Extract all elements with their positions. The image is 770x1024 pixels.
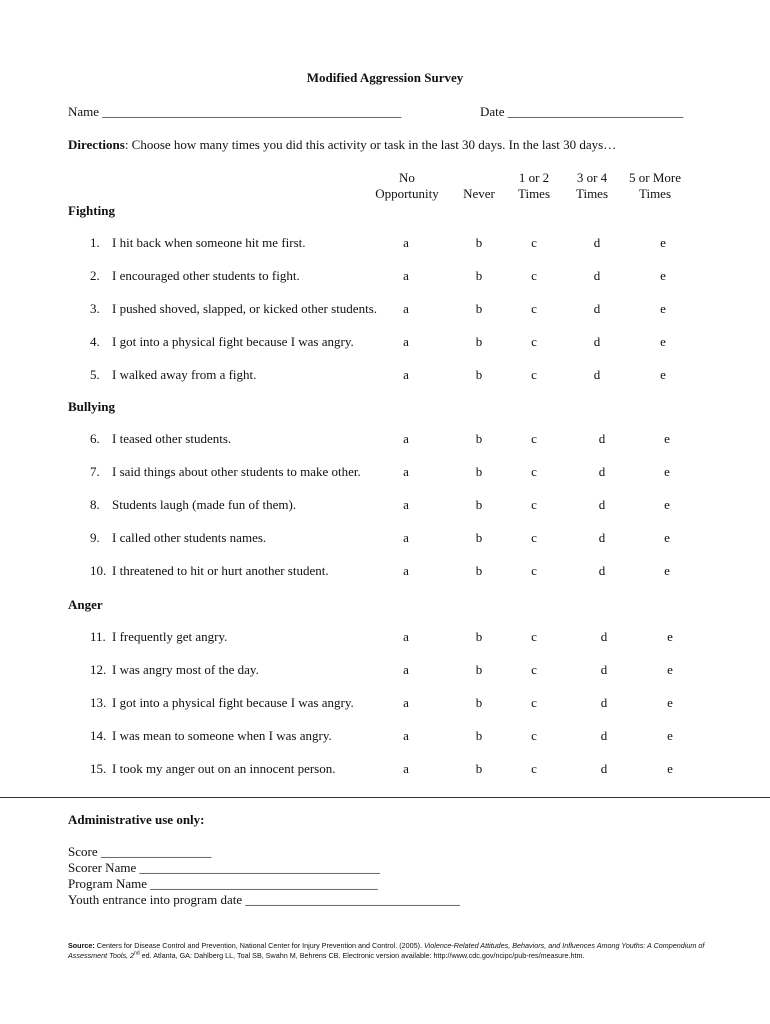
answer-option-c[interactable]: c [531, 563, 537, 578]
answer-option-e[interactable]: e [664, 431, 670, 446]
answer-option-e[interactable]: e [664, 464, 670, 479]
answer-option-b[interactable]: b [475, 662, 483, 677]
answer-option-b[interactable]: b [475, 563, 483, 578]
answer-option-b[interactable]: b [475, 464, 483, 479]
answer-option-c[interactable]: c [531, 367, 537, 382]
question-text: I teased other students. [112, 431, 232, 446]
question-row [90, 728, 332, 744]
question-text: I took my anger out on an innocent person. [112, 761, 336, 776]
answer-option-b[interactable]: b [475, 497, 483, 512]
question-row [90, 268, 300, 284]
directions-text: : Choose how many times you did this activity or task in the last 30 days. In the last 30 days… [124, 137, 617, 152]
admin-title: Administrative use only: [68, 812, 205, 827]
answer-option-b[interactable]: b [475, 235, 483, 250]
question-text: I hit back when someone hit me first. [112, 235, 306, 250]
source-text: Centers for Disease Control and Prevention, National Center for Injury Prevention and Control. (2005). [94, 941, 424, 950]
answer-option-d[interactable]: d [598, 563, 606, 578]
answer-option-e[interactable]: e [660, 268, 666, 283]
source-citation [68, 941, 708, 961]
answer-option-c[interactable]: c [531, 629, 537, 644]
answer-option-e[interactable]: e [667, 695, 673, 710]
column-header-5-or-more-times [622, 170, 688, 202]
answer-option-e[interactable]: e [664, 497, 670, 512]
answer-option-c[interactable]: c [531, 334, 537, 349]
answer-option-d[interactable]: d [600, 761, 608, 776]
answer-option-d[interactable]: d [598, 464, 606, 479]
column-header-line1: 5 or More [629, 170, 681, 185]
answer-option-d[interactable]: d [600, 728, 608, 743]
answer-option-b[interactable]: b [475, 268, 483, 283]
answer-option-b[interactable]: b [475, 728, 483, 743]
question-row [90, 563, 329, 579]
answer-option-b[interactable]: b [475, 695, 483, 710]
answer-option-d[interactable]: d [600, 629, 608, 644]
answer-option-c[interactable]: c [531, 728, 537, 743]
answer-option-c[interactable]: c [531, 431, 537, 446]
answer-option-a[interactable]: a [403, 268, 409, 283]
column-header-line1: No [399, 170, 415, 185]
answer-option-a[interactable]: a [403, 662, 409, 677]
question-number: 1. [90, 235, 100, 250]
question-number: 2. [90, 268, 100, 283]
question-number: 15. [90, 761, 107, 776]
question-text: Students laugh (made fun of them). [112, 497, 297, 512]
answer-option-b[interactable]: b [475, 431, 483, 446]
answer-option-a[interactable]: a [403, 334, 409, 349]
column-header-line1: 1 or 2 [518, 170, 550, 185]
question-row [90, 235, 306, 251]
question-number: 10. [90, 563, 107, 578]
question-row [90, 431, 231, 447]
column-header-3-or-4-times [568, 170, 616, 202]
section-title: Anger [68, 597, 103, 612]
answer-option-c[interactable]: c [531, 497, 537, 512]
answer-option-e[interactable]: e [664, 563, 670, 578]
column-header-line2: Times [517, 186, 551, 201]
answer-option-b[interactable]: b [475, 334, 483, 349]
question-text: I frequently get angry. [112, 629, 228, 644]
answer-option-a[interactable]: a [403, 563, 409, 578]
answer-option-a[interactable]: a [403, 695, 409, 710]
answer-option-a[interactable]: a [403, 235, 409, 250]
question-row [90, 530, 266, 546]
question-number: 4. [90, 334, 100, 349]
answer-option-c[interactable]: c [531, 301, 537, 316]
question-number: 3. [90, 301, 100, 316]
answer-option-a[interactable]: a [403, 301, 409, 316]
answer-option-e[interactable]: e [667, 662, 673, 677]
answer-option-d[interactable]: d [593, 334, 601, 349]
question-number: 8. [90, 497, 100, 512]
section-divider [0, 797, 770, 798]
answer-option-a[interactable]: a [403, 530, 409, 545]
question-number: 12. [90, 662, 107, 677]
question-text: I said things about other students to make other. [112, 464, 361, 479]
answer-option-d[interactable]: d [600, 695, 608, 710]
answer-option-c[interactable]: c [531, 268, 537, 283]
section-title: Bullying [68, 399, 115, 414]
question-row [90, 301, 377, 317]
question-text: I was angry most of the day. [112, 662, 259, 677]
answer-option-c[interactable]: c [531, 235, 537, 250]
answer-option-e[interactable]: e [667, 629, 673, 644]
answer-option-d[interactable]: d [598, 497, 606, 512]
scorer-name-field[interactable]: Scorer Name _____________________________________ [68, 860, 380, 875]
answer-option-d[interactable]: d [600, 662, 608, 677]
answer-option-e[interactable]: e [667, 761, 673, 776]
source-text-continued: ed. Atlanta, GA: Dahlberg LL, Toal SB, Swahn M, Behrens CB. Electronic version available: http://www.cdc.gov/ncipc/pub-res/measure.htm. [139, 951, 585, 960]
answer-option-e[interactable]: e [664, 530, 670, 545]
date-field[interactable]: Date ___________________________ [480, 104, 684, 119]
answer-option-c[interactable]: c [531, 662, 537, 677]
question-row [90, 367, 256, 383]
answer-option-d[interactable]: d [598, 530, 606, 545]
answer-option-a[interactable]: a [403, 629, 409, 644]
answer-option-e[interactable]: e [660, 301, 666, 316]
column-header-line2: Times [575, 186, 609, 201]
question-row [90, 497, 296, 513]
source-label: Source: [68, 941, 95, 950]
answer-option-a[interactable]: a [403, 367, 409, 382]
question-number: 11. [90, 629, 106, 644]
question-number: 9. [90, 530, 100, 545]
source-title: Violence-Related Attitudes, Behaviors, and Influences Among Youths: A Compendium of Assessment Tools, 2 [68, 941, 705, 960]
column-header-no-opportunity [375, 170, 439, 202]
score-field[interactable]: Score _________________ [68, 844, 212, 859]
question-row [90, 334, 354, 350]
youth-entrance-date-field[interactable]: Youth entrance into program date _________________________________ [68, 892, 460, 907]
answer-option-d[interactable]: d [593, 268, 601, 283]
answer-option-e[interactable]: e [667, 728, 673, 743]
question-number: 13. [90, 695, 107, 710]
question-text: I pushed shoved, slapped, or kicked other students. [112, 301, 378, 316]
page-title: Modified Aggression Survey [306, 70, 464, 85]
program-name-field[interactable]: Program Name ___________________________________ [68, 876, 378, 891]
column-header-line2: Times [638, 186, 672, 201]
answer-option-e[interactable]: e [660, 235, 666, 250]
column-header-never [457, 170, 501, 202]
answer-option-c[interactable]: c [531, 695, 537, 710]
directions [68, 137, 616, 153]
column-header-line2: Never [463, 186, 495, 201]
column-header-line2: Opportunity [375, 186, 439, 201]
question-row [90, 464, 361, 480]
source-edition-suffix: nd [134, 950, 140, 957]
column-header-line1: 3 or 4 [576, 170, 608, 185]
answer-option-a[interactable]: a [403, 728, 409, 743]
question-row [90, 662, 259, 678]
answer-option-b[interactable]: b [475, 629, 483, 644]
answer-option-b[interactable]: b [475, 301, 483, 316]
answer-option-d[interactable]: d [593, 301, 601, 316]
question-number: 5. [90, 367, 100, 382]
question-number: 7. [90, 464, 100, 479]
answer-option-b[interactable]: b [475, 761, 483, 776]
answer-option-c[interactable]: c [531, 464, 537, 479]
answer-option-b[interactable]: b [475, 530, 483, 545]
question-number: 14. [90, 728, 107, 743]
answer-option-d[interactable]: d [598, 431, 606, 446]
answer-option-a[interactable]: a [403, 431, 409, 446]
question-row [90, 695, 354, 711]
column-header-line1 [457, 170, 501, 186]
question-row [90, 629, 227, 645]
answer-option-c[interactable]: c [531, 761, 537, 776]
question-row [90, 761, 335, 777]
directions-label: Directions [68, 137, 125, 152]
answer-option-a[interactable]: a [403, 497, 409, 512]
answer-option-b[interactable]: b [475, 367, 483, 382]
answer-option-e[interactable]: e [660, 367, 666, 382]
answer-option-c[interactable]: c [531, 530, 537, 545]
answer-option-e[interactable]: e [660, 334, 666, 349]
question-text: I walked away from a fight. [112, 367, 257, 382]
answer-option-d[interactable]: d [593, 367, 601, 382]
name-field[interactable]: Name ______________________________________________ [68, 104, 402, 119]
section-title: Fighting [68, 203, 115, 218]
question-text: I encouraged other students to fight. [112, 268, 300, 283]
question-number: 6. [90, 431, 100, 446]
question-text: I was mean to someone when I was angry. [112, 728, 332, 743]
column-header-1-or-2-times [510, 170, 558, 202]
question-text: I got into a physical fight because I was angry. [112, 334, 354, 349]
answer-option-d[interactable]: d [593, 235, 601, 250]
answer-option-a[interactable]: a [403, 464, 409, 479]
question-text: I got into a physical fight because I was angry. [112, 695, 354, 710]
question-text: I threatened to hit or hurt another student. [112, 563, 329, 578]
answer-option-a[interactable]: a [403, 761, 409, 776]
question-text: I called other students names. [112, 530, 267, 545]
